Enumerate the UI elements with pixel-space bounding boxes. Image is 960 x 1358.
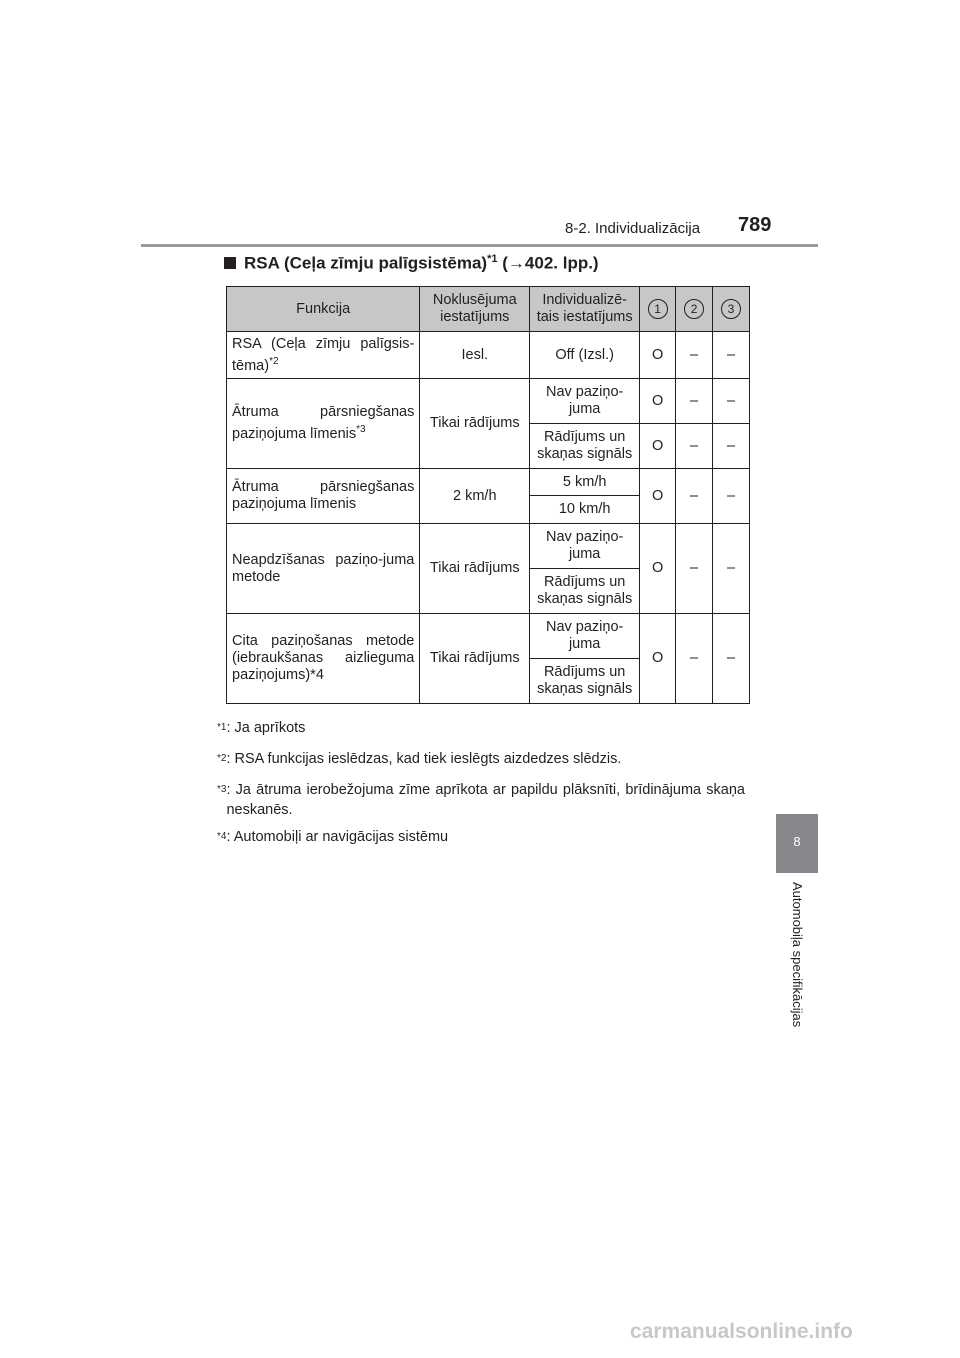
col1-cell: O [640,469,676,524]
col2-cell: – [676,332,713,379]
function-cell: Cita paziņošanas metode (iebraukšanas aizlieguma paziņojums)*4 [227,614,420,704]
col2-cell: – [676,524,713,614]
chapter-number: 8 [793,834,801,849]
footnote-mark: *3 [356,424,366,436]
col2-cell: – [676,469,713,524]
header-col-3 [713,287,750,332]
col2-cell: – [676,614,713,704]
square-bullet-icon [224,257,236,269]
function-cell: Neapdzīšanas paziņo-juma metode [227,524,420,614]
col1-cell: O [640,379,676,424]
circled-number-2: 2 [684,299,704,319]
function-cell [227,332,420,379]
default-cell: Tikai rādījums [420,379,530,469]
col1-cell: O [640,424,676,469]
section-header: 8-2. Individualizācija [565,220,701,237]
custom-cell: Nav paziņo-juma [530,614,640,659]
chapter-tab[interactable] [776,814,818,873]
page-number: 789 [738,214,772,236]
custom-cell: Rādījums un skaņas signāls [530,424,640,469]
footnote-mark: *2 [217,752,227,764]
col3-cell: – [713,332,750,379]
table-row [227,332,750,379]
rsa-settings-table [226,286,750,704]
chapter-label: Automobiļa specifikācijas [790,882,805,1028]
header-divider [141,244,818,247]
custom-cell: 10 km/h [530,496,640,524]
section-title-text: RSA (Ceļa zīmju palīgsistēma) [244,253,488,273]
table-row [227,379,750,424]
function-cell: Ātruma pārsniegšanas paziņojuma līmenis [227,469,420,524]
header-default: Noklusējuma iestatījums [420,287,530,332]
custom-cell: Rādījums un skaņas signāls [530,569,640,614]
header-custom: Individualizē-tais iestatījums [530,287,640,332]
header-function: Funkcija [227,287,420,332]
section-title-footnote-mark: *1 [487,253,498,265]
footnote-item [217,749,745,773]
col2-cell: – [676,379,713,424]
col3-cell: – [713,524,750,614]
table-header-row [227,287,750,332]
footnote-mark: *4 [217,830,227,842]
col3-cell: – [713,469,750,524]
footnote-text: : RSA funkcijas ieslēdzas, kad tiek ieslēgts aizdedzes slēdzis. [226,750,622,767]
custom-cell: Off (Izsl.) [530,332,640,379]
col2-cell: – [676,424,713,469]
watermark: carmanualsonline.info [630,1320,853,1343]
footnotes [217,718,745,857]
section-title [224,253,599,274]
default-cell: Tikai rādījums [420,524,530,614]
footnote-item [217,718,745,742]
circled-number-3: 3 [721,299,741,319]
custom-cell: 5 km/h [530,469,640,496]
custom-cell: Rādījums un skaņas signāls [530,659,640,704]
function-cell [227,379,420,469]
circled-number-1: 1 [648,299,668,319]
col3-cell: – [713,614,750,704]
col1-cell: O [640,332,676,379]
footnote-mark: *3 [217,783,227,795]
footnote-text: : Automobiļi ar navigācijas sistēmu [226,828,449,845]
table-row [227,614,750,659]
col1-cell: O [640,614,676,704]
default-cell: Iesl. [420,332,530,379]
footnote-item [217,780,745,820]
col1-cell: O [640,524,676,614]
function-text: RSA (Ceļa zīmju palīgsis-tēma) [232,335,415,374]
section-title-page-ref[interactable]: (→402. lpp.) [502,253,599,273]
table-row [227,524,750,569]
custom-cell: Nav paziņo-juma [530,379,640,424]
header-col-1 [640,287,676,332]
footnote-mark: *1 [217,722,227,733]
function-text: Ātruma pārsniegšanas paziņojuma līmenis [232,404,415,442]
col3-cell: – [713,379,750,424]
default-cell: Tikai rādījums [420,614,530,704]
table-row [227,469,750,496]
footnote-text: : Ja ātruma ierobežojuma zīme aprīkota ar papildu plāksnīti, brīdinājuma skaņa neskanēs. [226,781,745,818]
footnote-text: : Ja aprīkots [226,720,306,736]
footnote-item [217,827,745,851]
footnote-mark: *2 [269,355,279,367]
default-cell: 2 km/h [420,469,530,524]
col3-cell: – [713,424,750,469]
custom-cell: Nav paziņo-juma [530,524,640,569]
header-col-2 [676,287,713,332]
